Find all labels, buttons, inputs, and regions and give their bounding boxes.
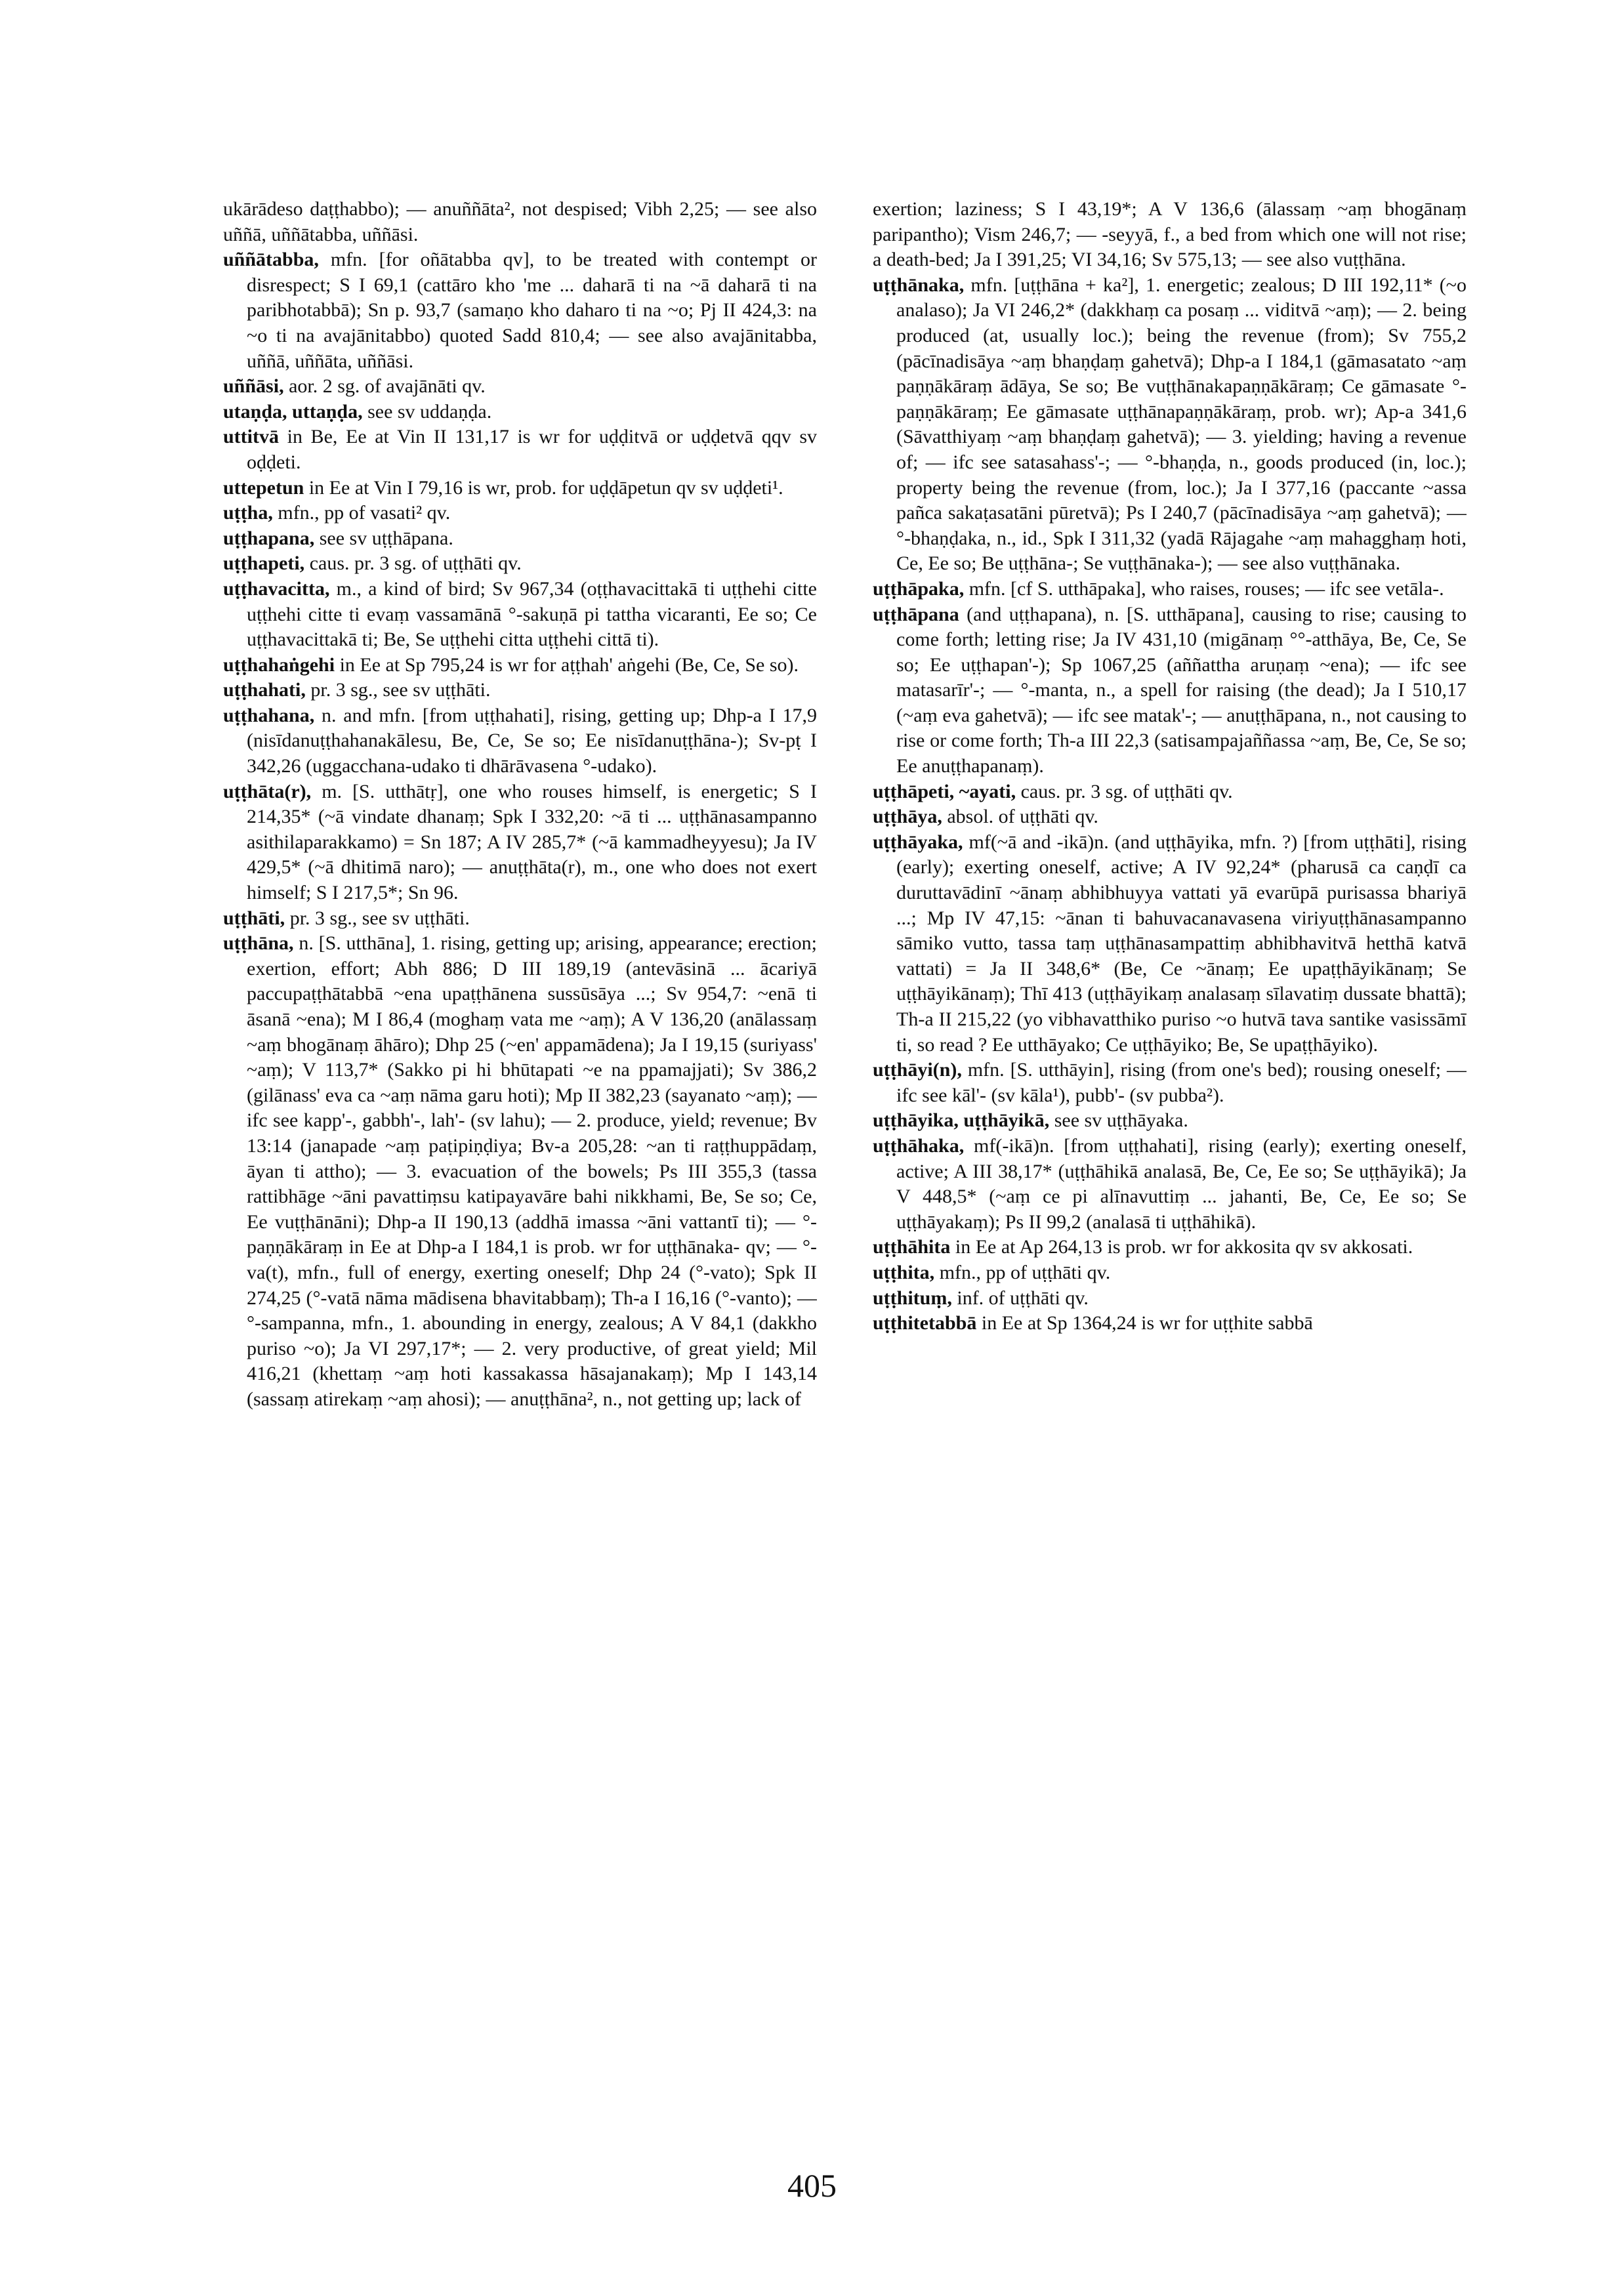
headword: uṭṭhāyi(n), bbox=[873, 1059, 962, 1081]
entry-text: mfn. [S. utthāyin], rising (from one's bed); rousing oneself; — ifc see kāl'- (sv kāla¹), pubb'- (sv pubba²). bbox=[896, 1059, 1467, 1106]
headword: uṭṭhituṃ, bbox=[873, 1287, 952, 1309]
entry-text: inf. of uṭṭhāti qv. bbox=[957, 1287, 1089, 1309]
headword: uṭṭhapeti, bbox=[223, 552, 305, 575]
headword: uttepetun bbox=[223, 476, 304, 499]
headword: uṭṭhapana, bbox=[223, 527, 315, 549]
entry-text: (and uṭṭhapana), n. [S. utthāpana], causing to rise; causing to come forth; letting rise; Ja IV 431,10 (migānaṃ °°-atthāya, Be, Ce, Se so; Ee uṭṭhapan'-); Sp 1067,25 (aññattha aruṇaṃ ~ena); — ifc see matasarīr'-; — °-manta, n., a spell for raising (the dead); Ja I 510,17 (~aṃ eva gahetvā); — ifc see matak'-; — anuṭṭhāpana, n., not causing to rise or come forth; Th-a III 22,3 (satisampajaññassa ~aṃ, Be, Ce, Se so; Ee anuṭṭhapanaṃ). bbox=[896, 603, 1467, 777]
dictionary-entry bbox=[873, 830, 1467, 1058]
dictionary-entry bbox=[873, 1108, 1467, 1134]
headword: uṭṭhahati, bbox=[223, 679, 306, 701]
dictionary-entry bbox=[873, 577, 1467, 602]
dictionary-entry bbox=[873, 1058, 1467, 1108]
headword: uṭṭhahana, bbox=[223, 704, 315, 726]
dictionary-entry bbox=[223, 678, 817, 703]
entry-text: n. [S. utthāna], 1. rising, getting up; arising, appearance; erection; exertion, effort; Abh 886; D III 189,19 (antevāsinā ... ācariyā paccupaṭṭhātabbā ~ena upaṭṭhānena sussūsāya ...; Sv 954,7: ~enā ti āsanā ~ena); M I 86,4 (moghaṃ vata me ~aṃ); A V 136,20 (anālassaṃ ~aṃ bhogānaṃ āhāro); Dhp 25 (~en' appamādena); Ja I 19,15 (suriyass' ~aṃ); V 113,7* (Sakko pi hi bhūtapati ~e na ppamajjati); Sv 386,2 (gilānass' eva ca ~aṃ nāma garu hoti); Mp II 382,23 (sayanato ~aṃ); — ifc see kapp'-, gabbh'-, lah'- (sv lahu); — 2. produce, yield; revenue; Bv 13:14 (janapade ~aṃ paṭipiṇḍiya; Bv-a 205,28: ~an ti raṭṭhuppādaṃ, āyan ti attho); — 3. evacuation of the bowels; Ps III 355,3 (tassa rattibhāge ~āni pavattiṃsu katipayavāre bahi nikkhami, Be, Se so; Ce, Ee vuṭṭhānāni); Dhp-a II 190,13 (addhā imassa ~āni vattantī ti); — °-paṇṇākāraṃ in Ee at Dhp-a I 184,1 is prob. wr for uṭṭhānaka- qv; — °-va(t), mfn., full of energy, exerting oneself; Dhp 24 (°-vato); Spk II 274,25 (°-vatā nāma mādisena bhavitabbaṃ); Th-a I 16,16 (°-vanto); — °-sampanna, mfn., 1. abounding in energy, zealous; A V 84,1 (dakkho puriso ~o); Ja VI 297,17*; — 2. very productive, of great yield; Mil 416,21 (khettaṃ ~aṃ hoti kassakassa hāsajanakaṃ); Mp I 143,14 (sassaṃ atirekaṃ ~aṃ ahosi); — anuṭṭhāna², n., not getting up; lack of bbox=[247, 932, 817, 1410]
headword: uṭṭhāya, bbox=[873, 806, 942, 828]
dictionary-entry bbox=[223, 906, 817, 932]
entry-text: mfn., pp of vasati² qv. bbox=[278, 502, 451, 524]
dictionary-entry: ukārādeso daṭṭhabbo); — anuññāta², not despised; Vibh 2,25; — see also uññā, uññātabba, uññāsi. bbox=[223, 198, 817, 245]
entry-text: n. and mfn. [from uṭṭhahati], rising, getting up; Dhp-a I 17,9 (nisīdanuṭṭhahanakālesu, Be, Ce, Se so; Ee nisīdanuṭṭhāna-); Sv-pṭ I 342,26 (uggacchana-udako ti dhārāvasena °-udako). bbox=[247, 704, 817, 777]
headword: uttitvā bbox=[223, 426, 279, 448]
headword: uṭṭhāhita bbox=[873, 1236, 951, 1258]
headword: uṭṭhāta(r), bbox=[223, 780, 312, 802]
entry-text: in Ee at Sp 1364,24 is wr for uṭṭhite sabbā bbox=[981, 1312, 1313, 1334]
headword: uṭṭhitetabbā bbox=[873, 1312, 977, 1334]
dictionary-entry bbox=[223, 424, 817, 475]
headword: uṭṭha, bbox=[223, 502, 273, 524]
headword: uññāsi, bbox=[223, 375, 284, 398]
entry-text: mf(-ikā)n. [from uṭṭhahati], rising (early); exerting oneself, active; A III 38,17* (uṭṭhāhikā analasā, Be, Ce, Ee so; Se uṭṭhāyikā); Ja V 448,5* (~aṃ ce pi alīnavuttiṃ ... jahanti, Be, Ce, Ee so; Se uṭṭhāyakaṃ); Ps II 99,2 (analasā ti uṭṭhāhikā). bbox=[896, 1134, 1467, 1233]
headword: uṭṭhāyika, uṭṭhāyikā, bbox=[873, 1109, 1050, 1132]
dictionary-entry bbox=[873, 1134, 1467, 1235]
entry-text: see sv uṭṭhāyaka. bbox=[1054, 1109, 1188, 1132]
entry-text: in Ee at Ap 264,13 is prob. wr for akkosita qv sv akkosati. bbox=[955, 1236, 1413, 1258]
dictionary-entry bbox=[873, 1235, 1467, 1260]
headword: uṭṭhahaṅgehi bbox=[223, 653, 335, 676]
entry-text: m. [S. utthātṛ], one who rouses himself, is energetic; S I 214,35* (~ā vindate dhanaṃ; Spk I 332,20: ~ā ti ... uṭṭhānasampanno asithilaparakkamo) = Sn 187; A IV 285,7* (~ā kammadheyyesu); Ja IV 429,5* (~ā dhitimā naro); — anuṭṭhāta(r), m., one who does not exert himself; S I 217,5*; Sn 96. bbox=[247, 780, 817, 904]
dictionary-entry bbox=[873, 1286, 1467, 1312]
dictionary-entry bbox=[873, 273, 1467, 577]
headword: uṭṭhāpana bbox=[873, 603, 959, 625]
dictionary-entry bbox=[223, 577, 817, 653]
headword: uṭṭhavacitta, bbox=[223, 577, 330, 600]
dictionary-entry bbox=[223, 931, 817, 1412]
entry-text: mfn. [for oñātabba qv], to be treated with contempt or disrespect; S I 69,1 (cattāro kho 'me ... daharā ti na ~ā daharā ti na paribhotabbā); Sn p. 93,7 (samaṇo kho daharo ti na ~o; Pj II 424,3: na ~o ti na avajānitabbo) quoted Sadd 810,4; — see also avajānitabba, uññā, uññāta, uññāsi. bbox=[247, 249, 817, 372]
dictionary-entry bbox=[223, 526, 817, 552]
headword: uññātabba, bbox=[223, 249, 319, 271]
entry-text: caus. pr. 3 sg. of uṭṭhāti qv. bbox=[309, 552, 522, 575]
entry-text: pr. 3 sg., see sv uṭṭhāti. bbox=[289, 907, 470, 929]
left-column bbox=[223, 197, 817, 2178]
headword: uṭṭhāti, bbox=[223, 907, 285, 929]
entry-text: mfn., pp of uṭṭhāti qv. bbox=[939, 1261, 1111, 1283]
dictionary-entry bbox=[223, 476, 817, 501]
entry-text: aor. 2 sg. of avajānāti qv. bbox=[289, 375, 486, 398]
dictionary-entry: exertion; laziness; S I 43,19*; A V 136,6 (ālassaṃ ~aṃ bhogānaṃ paripantho); Vism 246,7; — -seyyā, f., a bed from which one will not rise; a death-bed; Ja I 391,25; VI 34,16; Sv 575,13; — see also vuṭṭhāna. bbox=[873, 198, 1467, 271]
entry-text: mfn. [uṭṭhāna + ka²], 1. energetic; zealous; D III 192,11* (~o analaso); Ja VI 246,2* (dakkhaṃ ca posaṃ ... viditvā ~aṃ); — 2. being produced (at, usually loc.); being the revenue (from); Sv 755,2 (pācīnadisāya ~aṃ bhaṇḍaṃ gahetvā); Dhp-a I 184,1 (gāmasatato ~aṃ paṇṇākāraṃ ādāya, Se so; Be vuṭṭhānakapaṇṇākāraṃ; Ce gāmasate °-paṇṇākāraṃ; Ee gāmasate uṭṭhānapaṇṇākāraṃ, prob. wr); Ap-a 341,6 (Sāvatthiyaṃ ~aṃ bhaṇḍaṃ gahetvā); — 3. yielding; having a revenue of; — ifc see satasahass'-; — °-bhaṇḍa, n., goods produced (in, loc.); property being the revenue (from, loc.); Ja I 377,16 (paccante ~assa pañca sakaṭasatāni pūretvā); Ps I 240,7 (pācīnadisāya ~aṃ gahetvā); — °-bhaṇḍaka, n., id., Spk I 311,32 (yadā Rājagahe ~aṃ mahagghaṃ hoti, Ce, Ee so; Be uṭṭhāna-; Se vuṭṭhānaka-); — see also vuṭṭhānaka. bbox=[896, 274, 1467, 575]
headword: uṭṭhita, bbox=[873, 1261, 935, 1283]
entry-text: in Be, Ee at Vin II 131,17 is wr for uḍḍitvā or uḍḍetvā qqv sv oḍḍeti. bbox=[247, 426, 817, 473]
dictionary-entry bbox=[873, 779, 1467, 805]
entry-text: in Ee at Vin I 79,16 is wr, prob. for uḍḍāpetun qv sv uḍḍeti¹. bbox=[308, 476, 783, 499]
entry-text: see sv uddaṇḍa. bbox=[367, 400, 492, 423]
headword: uṭṭhānaka, bbox=[873, 274, 965, 296]
entry-text: absol. of uṭṭhāti qv. bbox=[947, 806, 1098, 828]
dictionary-entry bbox=[223, 374, 817, 400]
dictionary-entry bbox=[873, 804, 1467, 830]
dictionary-entry bbox=[223, 779, 817, 906]
headword: utaṇḍa, uttaṇḍa, bbox=[223, 400, 363, 423]
dictionary-entry bbox=[223, 247, 817, 374]
dictionary-entry bbox=[223, 501, 817, 526]
dictionary-entry bbox=[873, 1260, 1467, 1286]
headword: uṭṭhāhaka, bbox=[873, 1134, 965, 1157]
headword: uṭṭhāyaka, bbox=[873, 831, 963, 853]
dictionary-entry bbox=[873, 602, 1467, 779]
page-number: 405 bbox=[787, 2167, 837, 2204]
dictionary-entry bbox=[223, 551, 817, 577]
dictionary-entry bbox=[873, 1311, 1467, 1336]
entry-text: mfn. [cf S. utthāpaka], who raises, rouses; — ifc see vetāla-. bbox=[968, 577, 1444, 600]
right-column bbox=[873, 197, 1467, 2178]
entry-text: pr. 3 sg., see sv uṭṭhāti. bbox=[310, 679, 491, 701]
headword: uṭṭhāpaka, bbox=[873, 577, 965, 600]
dictionary-entry bbox=[223, 400, 817, 425]
entry-text: mf(~ā and -ikā)n. (and uṭṭhāyika, mfn. ?) [from uṭṭhāti], rising (early); exerting oneself, active; A IV 92,24* (pharusā ca caṇḍī ca duruttavādinī ~ānaṃ abhibhuyya vattati yā evarūpā purisassa bhariyā ...; Mp IV 47,15: ~ānan ti bahuvacanavasena viriyuṭṭhānasampanno sāmiko vutto, tassa taṃ uṭṭhānasampattiṃ abhibhavitvā hetthā katvā vattati) = Ja II 348,6* (Be, Ce ~ānaṃ; Ee upaṭṭhāyikānaṃ; Se uṭṭhāyikānaṃ); Thī 413 (uṭṭhāyikaṃ analasaṃ sīlavatiṃ dussate bhattā); Th-a II 215,22 (yo vibhavatthiko puriso ~o hutvā tava santike vasissāmī ti, so read ? Ee utthāyako; Ce uṭṭhāyiko; Be, Se upaṭṭhāyiko). bbox=[896, 831, 1467, 1056]
entry-text: m., a kind of bird; Sv 967,34 (oṭṭhavacittakā ti uṭṭhehi citte uṭṭhehi citte ti evaṃ vassamānā °-sakuṇā pi tattha vicaranti, Ee so; Ce uṭṭhavacittakā ti; Be, Se uṭṭhehi citta uṭṭhehi cittā ti). bbox=[247, 577, 817, 651]
entry-text: in Ee at Sp 795,24 is wr for aṭṭhah' aṅgehi (Be, Ce, Se so). bbox=[339, 653, 799, 676]
entry-text: see sv uṭṭhāpana. bbox=[319, 527, 453, 549]
dictionary-entry bbox=[223, 653, 817, 678]
entry-text: caus. pr. 3 sg. of uṭṭhāti qv. bbox=[1020, 780, 1233, 802]
headword: uṭṭhāna, bbox=[223, 932, 294, 955]
dictionary-entry bbox=[223, 703, 817, 779]
headword: uṭṭhāpeti, ~ayati, bbox=[873, 780, 1016, 802]
